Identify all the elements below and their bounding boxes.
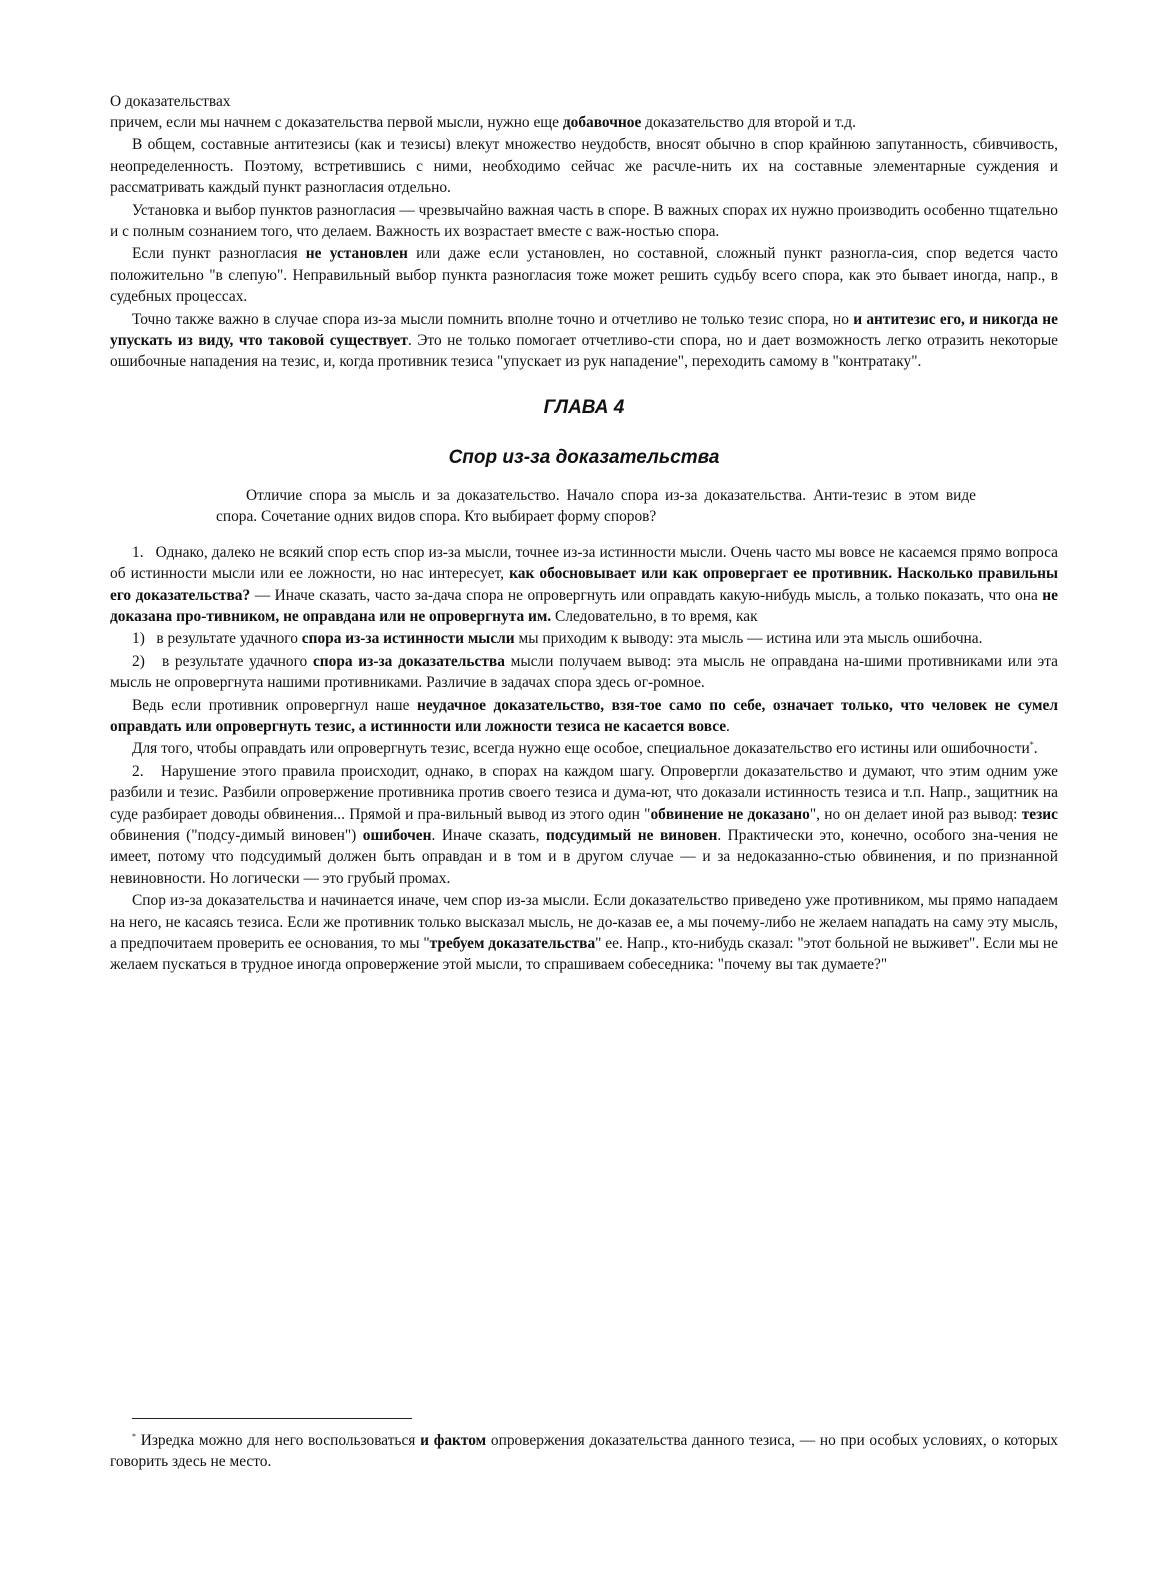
chapter-label: ГЛАВА 4 (543, 396, 625, 418)
chapter-abstract: Отличие спора за мысль и за доказательство. Начало спора из-за доказательства. Анти-тезис в этом виде спора. Сочетание одних видов спора. Кто выбирает форму споров? (216, 486, 976, 526)
paragraph (110, 542, 1058, 628)
footnote-marker[interactable]: * (1029, 740, 1034, 750)
text: . (1033, 740, 1038, 758)
text: 1. Однако, далеко не всякий спор есть спор из-за мысли, точнее из-за истинности мысли. Очень часто мы вовсе не касаемся прямо вопроса об истинности мысли или ее ложности, но нас интересует, (110, 543, 1058, 583)
bold-text: неудачное доказательство, взя-тое само по себе, означает только, что человек не сумел оправдать или опровергнуть тезис, а истинности или ложности тезиса не касается вовсе (110, 696, 1058, 735)
paragraph: В общем, составные антитезисы (как и тезисы) влекут множество неудобств, вносят обычно в спор крайнюю запутанность, сбивчивость, неопределенность. Поэтому, встретившись с ними, необходимо сейчас же расчле-нить их на составные элементарные суждения и рассматривать каждый пункт разногласия отдельно. (110, 136, 1058, 197)
text: обвинения ("подсу-димый виновен") (110, 826, 363, 844)
list-item (110, 628, 1058, 649)
bold-text: не доказана про-тивником, не оправдана или не опровергнута им. (110, 586, 1058, 625)
text: — Иначе сказать, часто за-дача спора не опровергнуть или оправдать какую-нибудь мысль, а только показать, что она (250, 586, 1043, 604)
paragraph (110, 112, 1058, 133)
chapter-body (110, 542, 1058, 976)
text: . Иначе сказать, (431, 826, 546, 844)
paragraph (110, 243, 1058, 307)
text: 2) в результате удачного (132, 652, 313, 670)
text: Ведь если противник опровергнул наше (132, 696, 418, 714)
bold-text: спора из-за доказательства (312, 652, 505, 670)
text: Следовательно, в то время, как (551, 607, 758, 625)
text: Точно также важно в случае спора из-за мысли помнить вполне точно и отчетливо не только тезис спора, но (132, 310, 854, 328)
bold-text: спора из-за истинности мысли (301, 630, 515, 648)
bold-text: ошибочен (362, 826, 432, 844)
footnote-divider (132, 1418, 412, 1419)
paragraph (110, 890, 1058, 976)
list-item (110, 651, 1058, 694)
page-content (110, 92, 1058, 977)
text: ", но он делает иной раз вывод: (809, 805, 1022, 823)
running-header: О доказательствах (110, 93, 231, 110)
text: мысли получаем вывод: эта мысль не оправдана на-шими противниками или эта мысль не опровергнута нашими противниками. Различие в задачах спора здесь ог-ромное. (110, 652, 1059, 692)
text: опровержения доказательства данного тезиса, — но при особых условиях, о которых говорить здесь не место. (110, 1432, 1058, 1471)
text: Спор из-за доказательства и начинается иначе, чем спор из-за мысли. Если доказательство приведено уже противником, мы прямо нападаем на него, не касаясь тезиса. Если же противник только высказал мысль, не до-казав ее, а мы почему-либо не желаем нападать на саму эту мысль, а предпочитаем проверить ее основания, то мы " (110, 892, 1058, 952)
paragraph (110, 695, 1058, 738)
text: Для того, чтобы оправдать или опровергнуть тезис, всегда нужно еще особое, специальное доказательство его истины или ошибочности (132, 740, 1030, 758)
text: . (726, 717, 730, 735)
text: доказательство для второй и т.д. (641, 114, 856, 131)
text: мы приходим к выводу: эта мысль — истина или эта мысль ошибочна. (514, 630, 983, 648)
bold-text: и антитезис его, и никогда не упускать из виду, что таковой существует (110, 310, 1058, 350)
text: или даже если установлен, но составной, сложный пункт разногла-сия, спор ведется часто положительно "в слепую". Неправильный выбор пункта разногласия тоже может решить судьбу всего спора, как это бывает иногда, напр., в судебных процессах. (110, 245, 1058, 306)
text: " ее. Напр., кто-нибудь сказал: "этот больной не выживет". Если мы не желаем пускаться в трудное иногда опровержение этой мысли, то спрашиваем собеседника: "почему вы так думаете?" (110, 935, 1059, 974)
paragraph (110, 309, 1058, 373)
bold-text: подсудимый не виновен (546, 826, 718, 844)
bold-text: тезис (1021, 805, 1058, 823)
bold-text: не установлен (305, 245, 408, 263)
paragraph: Установка и выбор пунктов разногласия — чрезвычайно важная часть в споре. В важных спорах их нужно производить особенно тщательно и с полным сознанием того, что делаем. Важность их возрастает вместе с важ-ностью спора. (110, 201, 1058, 241)
text: Изредка можно для него воспользоваться (136, 1432, 421, 1449)
text: . Это не только помогает отчетливо-сти спора, но и дает возможность легко отразить некоторые ошибочные нападения на тезис, и, когда противник тезиса "упускает из рук нападение", переходить самому в "контратаку". (110, 332, 1058, 371)
bold-text: обвинение не доказано (650, 805, 810, 823)
text: Если пункт разногласия (132, 245, 306, 263)
text: 2. Нарушение этого правила происходит, однако, в спорах на каждом шагу. Опровергли доказательство и думают, что этим одним уже разбили и тезис. Разбили опровержение противника против своего тезиса и дума-ют, что доказали истинность тезиса и т.п. Напр., защитник на суде разбирает доводы обвинения... Прямой и пра-вильный вывод из этого один " (110, 762, 1058, 823)
footnote-marker: * (132, 1431, 136, 1441)
paragraph (110, 738, 1058, 759)
bold-text: как обосновывает или как опровергает ее противник. Насколько правильны его доказательства? (110, 565, 1058, 604)
chapter-title: Спор из-за доказательства (448, 446, 720, 468)
bold-text: и фактом (420, 1432, 487, 1449)
text: 1) в результате удачного (132, 630, 302, 648)
text: причем, если мы начнем с доказательства первой мысли, нужно еще (110, 114, 563, 131)
footnote (110, 1430, 1058, 1473)
bold-text: требуем доказательства (429, 935, 596, 952)
paragraph (110, 761, 1058, 889)
bold-text: добавочное (562, 114, 642, 131)
text: . Практически это, конечно, особого зна-чения не имеет, потому что подсудимый должен быть оправдан и в том и в другом случае — и за недоказанно-стью обвинения, и по признанной невиновности. Но логически — это грубый промах. (110, 826, 1059, 887)
